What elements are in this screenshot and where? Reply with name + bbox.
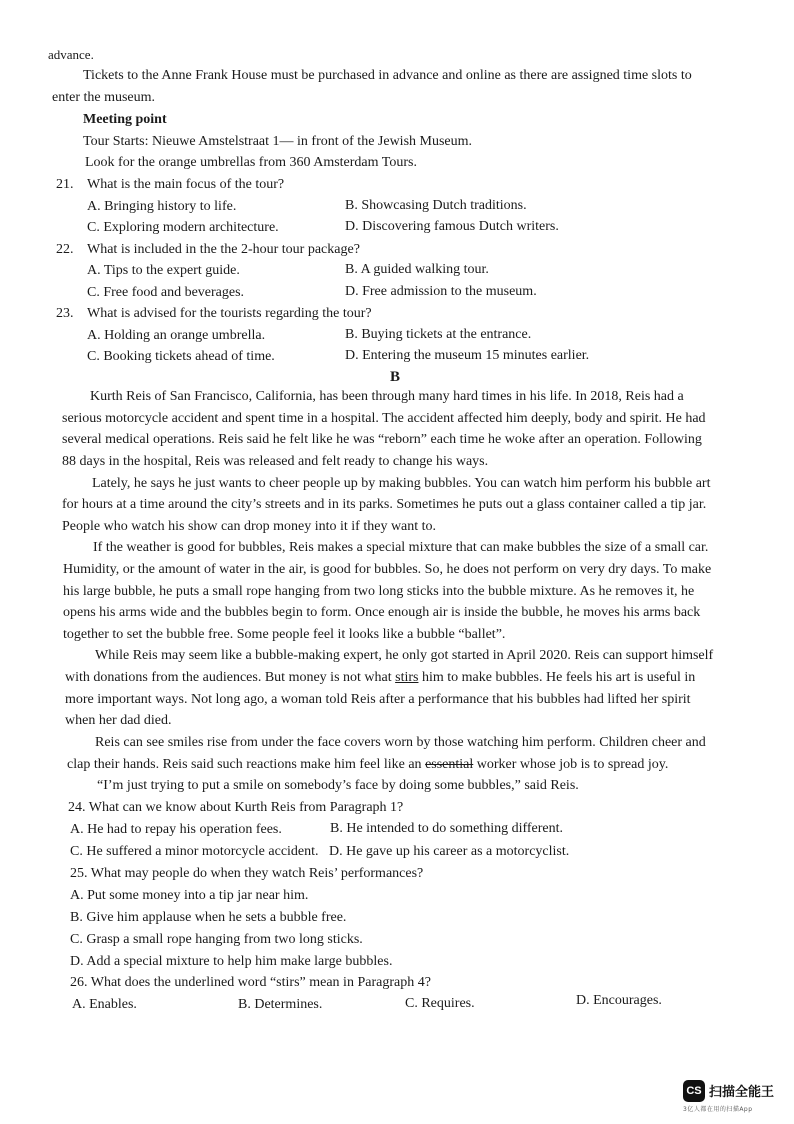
- question-text: 25. What may people do when they watch Reis’ performances?: [70, 866, 424, 881]
- question-number: 22.: [56, 242, 74, 257]
- paragraph-line: for hours at a time around the city’s streets and in its parks. Sometimes he puts out a glass container called a tip jar.: [62, 497, 707, 512]
- text-run: clap their hands. Reis said such reactions make him feel like an: [67, 757, 426, 772]
- tour-start-line: Tour Starts: Nieuwe Amstelstraat 1— in front of the Jewish Museum.: [83, 134, 473, 149]
- question-text: What is advised for the tourists regarding the tour?: [87, 306, 372, 321]
- option: D. He gave up his career as a motorcyclist.: [329, 844, 570, 859]
- option: B. Determines.: [238, 997, 323, 1012]
- question-text: What is the main focus of the tour?: [87, 177, 285, 192]
- text-run: worker whose job is to spread joy.: [473, 757, 669, 772]
- option: A. Tips to the expert guide.: [87, 263, 240, 278]
- option: D. Discovering famous Dutch writers.: [345, 219, 559, 234]
- tickets-notice-line: enter the museum.: [52, 90, 156, 105]
- option: A. Enables.: [72, 997, 137, 1012]
- option: C. Requires.: [405, 996, 475, 1011]
- paragraph-line: serious motorcycle accident and spent time in a hospital. The accident affected him deeply, body and spirit. He had: [62, 411, 706, 426]
- option: D. Free admission to the museum.: [345, 284, 537, 299]
- question-text: What is included in the the 2-hour tour package?: [87, 242, 360, 257]
- option: D. Encourages.: [576, 993, 662, 1008]
- paragraph-line: People who watch his show can drop money into it if they want to.: [62, 519, 437, 534]
- struck-word-essential: essential: [425, 757, 474, 772]
- option: A. Put some money into a tip jar near him.: [70, 888, 309, 903]
- option: B. Showcasing Dutch traditions.: [345, 198, 527, 213]
- option: C. Booking tickets ahead of time.: [87, 349, 275, 364]
- section-heading: B: [389, 369, 400, 385]
- option: B. Buying tickets at the entrance.: [345, 327, 532, 342]
- option: B. He intended to do something different.: [330, 821, 564, 836]
- question-number: 23.: [56, 306, 74, 321]
- paragraph-line: several medical operations. Reis said he felt like he was “reborn” each time he woke after an operation. Following: [62, 432, 702, 447]
- option: D. Entering the museum 15 minutes earlier.: [345, 348, 590, 363]
- paragraph-line: While Reis may seem like a bubble-making expert, he only got started in April 2020. Reis can support himself: [95, 648, 714, 663]
- option: C. Exploring modern architecture.: [87, 220, 279, 235]
- paragraph-line: “I’m just trying to put a smile on somebody’s face by doing some bubbles,” said Reis.: [97, 778, 579, 793]
- paragraph-line: together to set the bubble free. Some people feel it looks like a bubble “ballet”.: [63, 627, 506, 642]
- paragraph-line: [67, 756, 668, 774]
- passage-fragment: advance.: [48, 47, 94, 62]
- tickets-notice-line: Tickets to the Anne Frank House must be purchased in advance and online as there are assigned time slots to: [83, 68, 692, 83]
- option: B. A guided walking tour.: [345, 262, 489, 277]
- option: C. Free food and beverages.: [87, 285, 245, 300]
- scanner-watermark: [683, 1080, 787, 1114]
- text-run: him to make bubbles. He feels his art is useful in: [418, 670, 696, 685]
- option: C. He suffered a minor motorcycle accident.: [70, 844, 319, 859]
- look-for-line: Look for the orange umbrellas from 360 Amsterdam Tours.: [85, 155, 417, 170]
- paragraph-line: opens his arms wide and the bubbles begin to form. Once enough air is inside the bubble, he moves his arms back: [63, 605, 701, 620]
- question-text: 26. What does the underlined word “stirs” mean in Paragraph 4?: [70, 975, 431, 990]
- watermark-app-name: 扫描全能王: [709, 1085, 775, 1100]
- option: A. He had to repay his operation fees.: [70, 822, 282, 837]
- question-text: 24. What can we know about Kurth Reis from Paragraph 1?: [68, 800, 404, 815]
- option: B. Give him applause when he sets a bubble free.: [70, 910, 347, 925]
- paragraph-line: his large bubble, he puts a small rope hanging from two long sticks into the bubble mixture. As he removes it, he: [63, 584, 695, 599]
- paragraph-line: If the weather is good for bubbles, Reis makes a special mixture that can make bubbles the size of a small car.: [93, 540, 709, 555]
- paragraph-line: more important ways. Not long ago, a woman told Reis after a performance that his bubbles had lifted her spirit: [65, 692, 691, 707]
- paragraph-line: Kurth Reis of San Francisco, California, has been through many hard times in his life. In 2018, Reis had a: [90, 389, 684, 404]
- paragraph-line: 88 days in the hospital, Reis was released and felt ready to change his ways.: [62, 454, 489, 469]
- camscanner-logo-icon: CS: [683, 1080, 705, 1102]
- question-number: 21.: [56, 177, 74, 192]
- underlined-word-stirs: stirs: [395, 670, 419, 685]
- paragraph-line: [65, 669, 695, 687]
- option: C. Grasp a small rope hanging from two long sticks.: [70, 932, 363, 947]
- meeting-point-heading: Meeting point: [83, 112, 167, 127]
- paragraph-line: when her dad died.: [65, 713, 172, 728]
- paragraph-line: Reis can see smiles rise from under the face covers worn by those watching him perform. Children cheer and: [95, 735, 706, 750]
- paragraph-line: Humidity, or the amount of water in the air, is good for bubbles. So, he does not perform on very dry days. To make: [63, 562, 712, 577]
- text-run: with donations from the audiences. But money is not what: [65, 670, 396, 685]
- option: A. Holding an orange umbrella.: [87, 328, 266, 343]
- option: D. Add a special mixture to help him make large bubbles.: [70, 954, 393, 969]
- option: A. Bringing history to life.: [87, 199, 237, 214]
- paragraph-line: Lately, he says he just wants to cheer people up by making bubbles. You can watch him perform his bubble art: [92, 476, 711, 491]
- watermark-tagline: 3亿人都在用的扫描App: [683, 1106, 753, 1113]
